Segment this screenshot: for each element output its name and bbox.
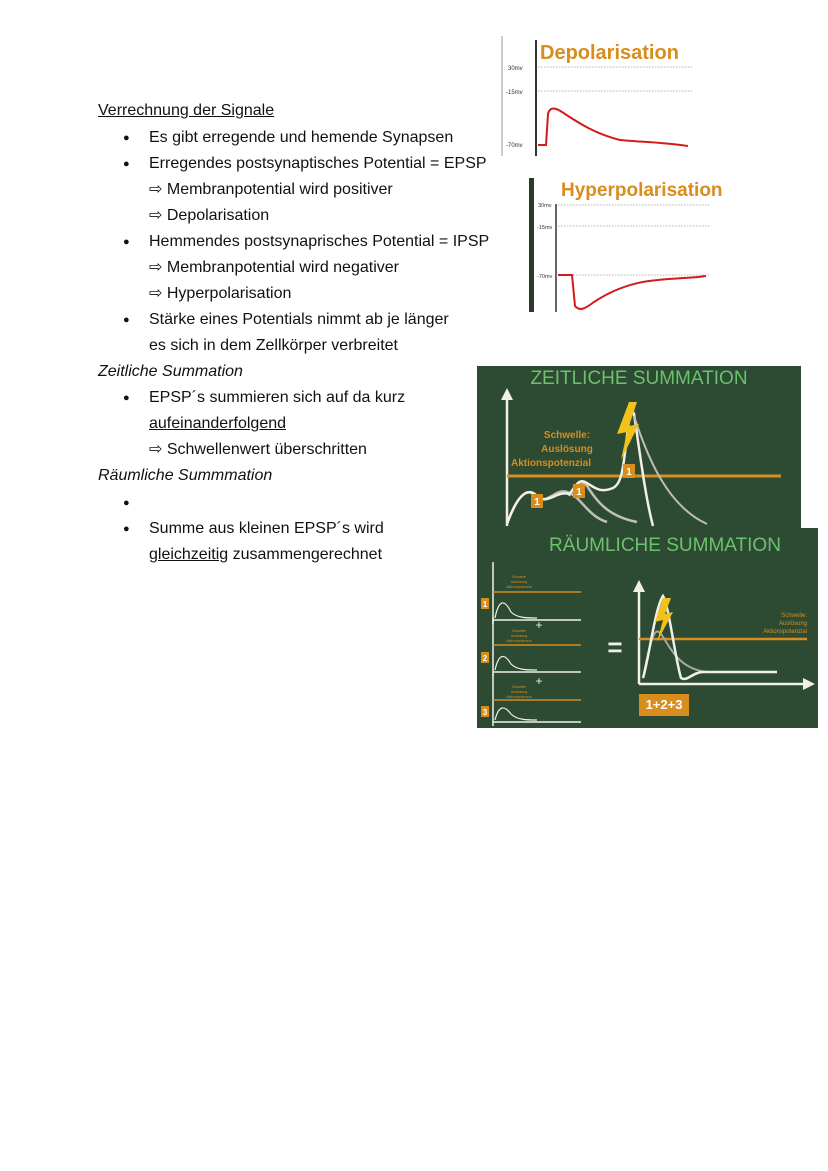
bullet-summe: ● Summe aus kleinen EPSP´s wird [149, 519, 384, 539]
raum-p3-mini-l2: Auslösung [510, 690, 528, 694]
sub-depolarisation-text: Depolarisation [166, 207, 270, 224]
zeit-threshold-l2: Auslösung [541, 444, 593, 455]
raum-p1-mini-l3: Aktionspotenzial [506, 585, 532, 589]
sub-hyperpolarisation-text: Hyperpolarisation [166, 285, 292, 302]
arrow-icon: ⇨ [149, 285, 163, 302]
sub-epsp-positiv [149, 180, 393, 200]
raum-p1-mini-l2: Auslösung [510, 580, 528, 584]
bullet-epsp-summieren-cont: aufeinanderfolgend [149, 415, 287, 432]
bullet-epsp-summieren: ● EPSP´s summieren sich auf da kurz [149, 388, 405, 408]
arrow-icon: ⇨ [149, 441, 163, 458]
gleichzeitig-text: gleichzeitig [149, 546, 229, 563]
hyp-title: Hyperpolarisation [561, 180, 723, 201]
dep-tick-70: -70mv [506, 143, 523, 149]
hyperpolarisation-figure [528, 174, 730, 314]
dep-tick-15: -15mv [506, 90, 523, 96]
zeit-threshold-l1: Schwelle: [543, 430, 591, 441]
raum-threshold-l1: Schwelle: [781, 613, 807, 619]
zeit-threshold-l3: Aktionspotenzial [510, 458, 592, 469]
raum-panel-2-label: 2 [482, 654, 488, 663]
sub-schwellenwert-text: Schwellenwert überschritten [166, 441, 367, 458]
bullet-summe-cont [149, 545, 382, 565]
bullet-epsp: ● Erregendes postsynaptisches Potential = EPSP [149, 154, 487, 174]
heading-verrechnung: Verrechnung der Signale [98, 102, 275, 119]
sub-ipsp-negativ-text: Membranpotential wird negativer [166, 259, 399, 276]
arrow-icon: ⇨ [149, 181, 163, 198]
raum-panel-1-label: 1 [482, 600, 488, 609]
raum-sum-label: 1+2+3 [645, 697, 683, 712]
raum-plus-1: + [535, 618, 543, 632]
bullet-synapsen: ● Es gibt erregende und hemende Synapsen [149, 128, 453, 148]
zusammengerechnet-text: zusammengerechnet [228, 546, 383, 563]
raum-panel-3-label: 3 [482, 708, 488, 717]
sub-hyperpolarisation [149, 284, 291, 304]
raum-p2-mini-l3: Aktionspotenzial [506, 639, 532, 643]
depolarisation-figure [500, 36, 700, 158]
sub-depolarisation [149, 206, 269, 226]
arrow-icon: ⇨ [149, 259, 163, 276]
zeit-mark-1a-text: 1 [534, 497, 540, 508]
raum-p1-mini-l1: Schwelle [511, 575, 527, 579]
bullet-ipsp: ● Hemmendes postsynaprisches Potential = IPSP [149, 232, 489, 252]
raum-p3-mini-l1: Schwelle [511, 685, 527, 689]
sub-ipsp-negativ [149, 258, 399, 278]
raeumliche-summation-board [477, 528, 818, 728]
hyp-tick-70: -70mv [537, 274, 553, 280]
arrow-icon: ⇨ [149, 207, 163, 224]
zeitliche-title: ZEITLICHE SUMMATION [530, 368, 748, 389]
dep-tick-30: 30mv [508, 66, 523, 72]
raum-p3-mini-l3: Aktionspotenzial [506, 695, 532, 699]
zeit-mark-1c-text: 1 [626, 467, 632, 478]
raum-threshold-l3: Aktionspotenzial [763, 629, 807, 635]
hyp-tick-15: -15mv [537, 225, 553, 231]
sub-epsp-positiv-text: Membranpotential wird positiver [166, 181, 393, 198]
zeit-mark-1b-text: 1 [576, 487, 582, 498]
raum-p2-mini-l2: Auslösung [510, 634, 528, 638]
heading-zeitliche: Zeitliche Summation [98, 363, 243, 380]
raum-plus-2: + [535, 674, 543, 688]
raeumliche-title: RÄUMLICHE SUMMATION [549, 535, 781, 556]
bullet-staerke-cont: es sich in dem Zellkörper verbreitet [149, 337, 398, 354]
raum-equals: = [607, 632, 623, 662]
sub-schwellenwert [149, 440, 367, 460]
raum-threshold-l2: Auslösung [778, 621, 807, 627]
dep-title: Depolarisation [540, 42, 679, 64]
hyp-tick-30: 30mv [538, 203, 552, 209]
raum-p2-mini-l1: Schwelle [511, 629, 527, 633]
heading-raeumliche: Räumliche Summmation [98, 467, 273, 484]
hyp-left-bar [529, 178, 534, 312]
bullet-staerke: ● Stärke eines Potentials nimmt ab je länger [149, 310, 449, 330]
zeitliche-summation-board [477, 366, 801, 528]
